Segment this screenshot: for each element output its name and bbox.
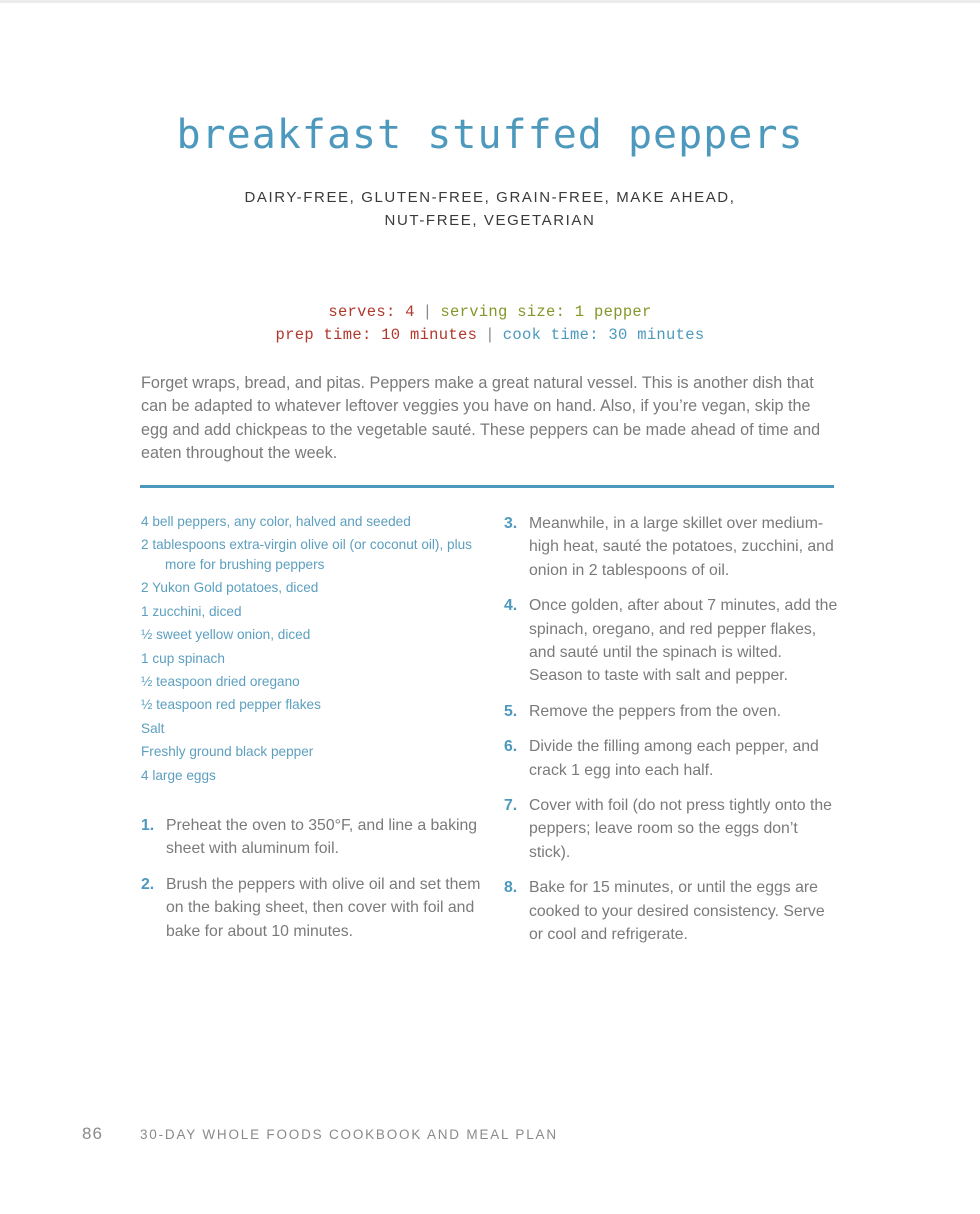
step-text: Divide the filling among each pepper, and crack 1 egg into each half. <box>529 738 819 779</box>
step-item <box>504 700 839 723</box>
page-number: 86 <box>82 1124 103 1143</box>
step-text: Brush the peppers with olive oil and set them on the baking sheet, then cover with foil and bake for about 10 minutes. <box>166 875 481 940</box>
step-text: Preheat the oven to 350°F, and line a baking sheet with aluminum foil. <box>166 817 478 858</box>
step-item <box>504 512 839 582</box>
step-text: Bake for 15 minutes, or until the eggs are cooked to your desired consistency. Serve or cool and refrigerate. <box>529 879 825 944</box>
step-number: 2. <box>141 875 155 893</box>
step-number: 3. <box>504 515 518 532</box>
meta-separator: | <box>485 326 495 344</box>
ingredient-item: 2 tablespoons extra-virgin olive oil (or coconut oil), plus more for brushing peppers <box>141 537 472 572</box>
step-item <box>504 876 839 946</box>
page-footer <box>82 1124 558 1144</box>
ingredient-item: 1 zucchini, diced <box>141 603 242 619</box>
step-number: 6. <box>504 738 518 756</box>
step-item <box>141 814 481 861</box>
ingredient-item: 4 large eggs <box>141 767 216 783</box>
step-number: 5. <box>504 702 518 720</box>
step-number: 8. <box>504 879 518 897</box>
step-text: Meanwhile, in a large skillet over medium-high heat, sauté the potatoes, zucchini, and onion in 2 tablespoons of oil. <box>529 515 834 579</box>
ingredient-item: Salt <box>141 720 165 736</box>
step-number: 1. <box>141 817 155 834</box>
serving-size: serving size: 1 pepper <box>440 303 652 321</box>
steps-column-left <box>141 814 481 955</box>
step-number: 7. <box>504 797 518 815</box>
meta-separator: | <box>422 303 433 321</box>
ingredient-item: 4 bell peppers, any color, halved and seeded <box>141 514 411 529</box>
ingredient-item: Freshly ground black pepper <box>141 744 314 760</box>
time-info <box>0 326 980 344</box>
ingredient-item: 1 cup spinach <box>141 650 225 666</box>
ingredient-item: ½ sweet yellow onion, diced <box>141 627 311 643</box>
prep-time: prep time: 10 minutes <box>275 326 478 344</box>
step-text: Cover with foil (do not press tightly onto the peppers; leave room so the eggs don’t stick). <box>529 797 832 861</box>
book-title: 30-DAY WHOLE FOODS COOKBOOK AND MEAL PLAN <box>140 1127 558 1142</box>
serves: serves: 4 <box>328 303 415 321</box>
step-item <box>141 873 481 943</box>
page-top-edge <box>0 0 980 3</box>
ingredients-list <box>141 512 486 789</box>
section-divider <box>140 485 834 488</box>
cook-time: cook time: 30 minutes <box>502 326 705 344</box>
diet-tags-line-1: DAIRY-FREE, GLUTEN-FREE, GRAIN-FREE, MAKE AHEAD, <box>244 189 736 206</box>
step-item <box>504 735 839 782</box>
servings-info <box>0 303 980 321</box>
steps-column-right <box>504 512 839 959</box>
step-item <box>504 794 839 864</box>
step-text: Remove the peppers from the oven. <box>529 702 782 720</box>
ingredient-item: ½ teaspoon dried oregano <box>141 673 300 689</box>
step-number: 4. <box>504 597 518 615</box>
ingredient-item: 2 Yukon Gold potatoes, diced <box>141 580 319 596</box>
recipe-title: breakfast stuffed peppers <box>176 112 804 158</box>
step-item <box>504 594 839 688</box>
diet-tags-line-2: NUT-FREE, VEGETARIAN <box>384 212 596 229</box>
step-text: Once golden, after about 7 minutes, add the spinach, oregano, and red pepper flakes, and sauté until the spinach is wilted. Season to taste with salt and pepper. <box>529 597 838 685</box>
recipe-intro: Forget wraps, bread, and pitas. Peppers make a great natural vessel. This is another dish that can be adapted to whatever leftover veggies you have on hand. Also, if you’re vegan, skip the egg and add chickpeas to the vegetable sauté. These peppers can be made ahead of time and eaten throughout the week. <box>141 374 821 463</box>
diet-tags <box>180 186 800 232</box>
ingredient-item: ½ teaspoon red pepper flakes <box>141 697 321 713</box>
